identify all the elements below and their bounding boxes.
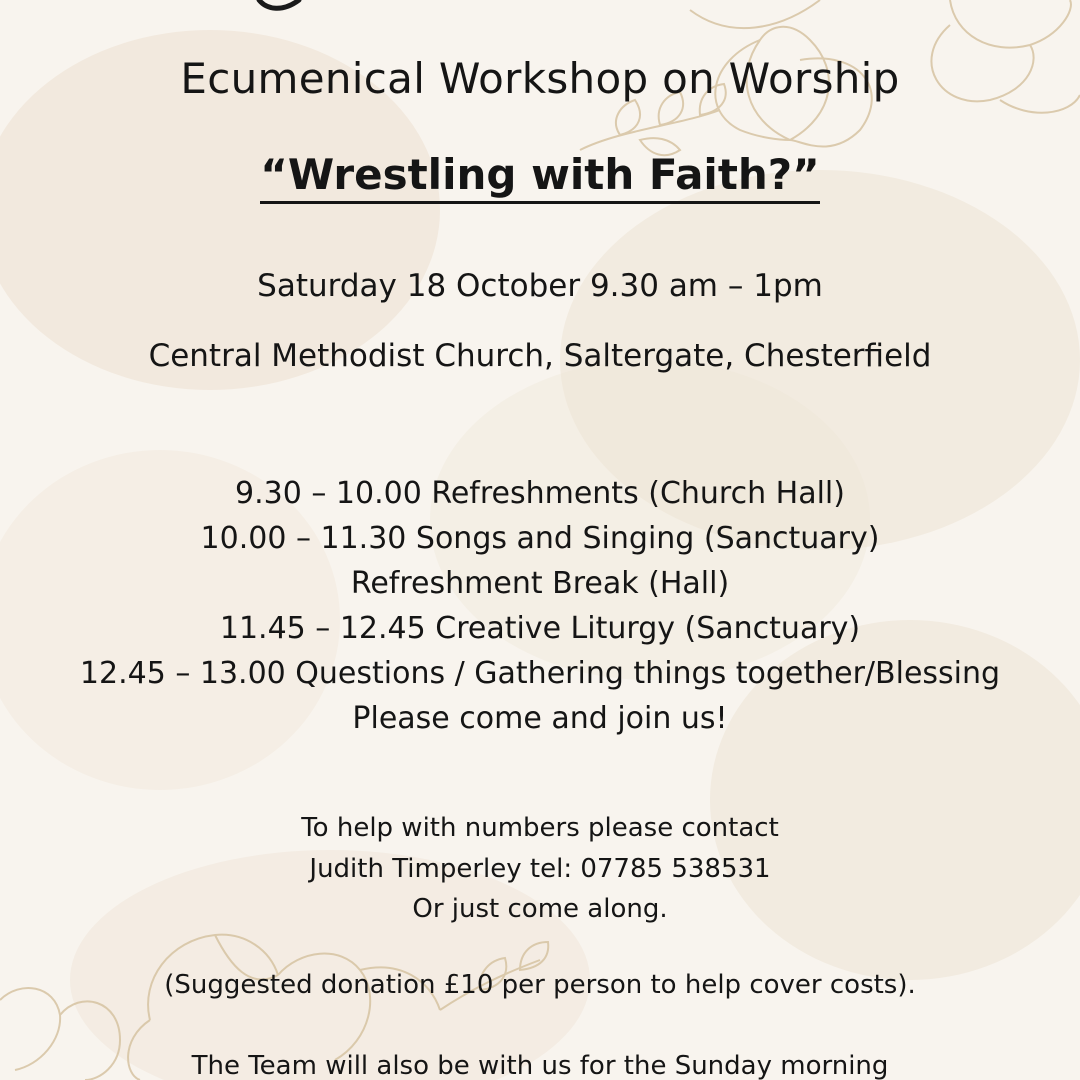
contact-block bbox=[0, 808, 1080, 930]
schedule-item: 10.00 – 11.30 Songs and Singing (Sanctuary) bbox=[200, 521, 880, 556]
schedule-list bbox=[0, 471, 1080, 741]
schedule-item: Refreshment Break (Hall) bbox=[350, 566, 730, 601]
event-subtitle-wrapper bbox=[0, 150, 1080, 204]
contact-line-alternative: Or just come along. bbox=[412, 894, 668, 924]
donation-note: (Suggested donation £10 per person to help cover costs). bbox=[164, 970, 916, 1000]
contact-line-phone: Judith Timperley tel: 07785 538531 bbox=[309, 853, 771, 884]
schedule-item: 12.45 – 13.00 Questions / Gathering things together/Blessing bbox=[79, 656, 1001, 691]
schedule-item: 11.45 – 12.45 Creative Liturgy (Sanctuary) bbox=[219, 611, 861, 646]
event-venue: Central Methodist Church, Saltergate, Chesterfield bbox=[148, 338, 932, 374]
event-date-time: Saturday 18 October 9.30 am – 1pm bbox=[257, 268, 823, 304]
event-subtitle: “Wrestling with Faith?” bbox=[260, 151, 820, 204]
contact-line-intro: To help with numbers please contact bbox=[301, 813, 779, 843]
schedule-invitation: Please come and join us! bbox=[352, 701, 728, 736]
team-note: The Team will also be with us for the Sunday morning bbox=[191, 1051, 889, 1080]
schedule-item: 9.30 – 10.00 Refreshments (Church Hall) bbox=[235, 476, 845, 511]
event-title: Ecumenical Workshop on Worship bbox=[180, 54, 900, 103]
